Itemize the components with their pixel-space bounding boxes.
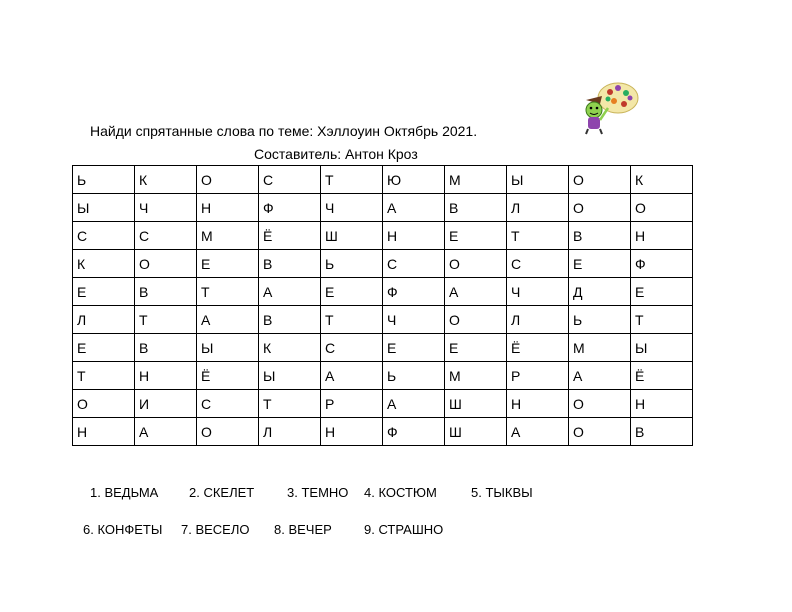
word-list-item: 7. ВЕСЕЛО bbox=[181, 522, 250, 537]
grid-cell: Н bbox=[135, 362, 197, 390]
grid-cell: В bbox=[135, 334, 197, 362]
grid-cell: А bbox=[383, 194, 445, 222]
word-list-item: 9. СТРАШНО bbox=[364, 522, 444, 537]
grid-cell: Д bbox=[569, 278, 631, 306]
worksheet-author: Составитель: Антон Кроз bbox=[254, 146, 418, 162]
grid-cell: О bbox=[73, 390, 135, 418]
grid-cell: Е bbox=[445, 334, 507, 362]
grid-cell: Ш bbox=[321, 222, 383, 250]
grid-cell: А bbox=[383, 390, 445, 418]
grid-row bbox=[73, 250, 693, 278]
grid-cell: Ы bbox=[259, 362, 321, 390]
grid-cell: Т bbox=[507, 222, 569, 250]
word-list-item: 8. ВЕЧЕР bbox=[274, 522, 332, 537]
grid-cell: О bbox=[569, 390, 631, 418]
grid-cell: Ё bbox=[631, 362, 693, 390]
grid-cell: К bbox=[631, 166, 693, 194]
grid-cell: Н bbox=[631, 390, 693, 418]
word-list-item: 3. ТЕМНО bbox=[287, 485, 349, 500]
grid-cell: Л bbox=[73, 306, 135, 334]
grid-cell: Н bbox=[631, 222, 693, 250]
grid-cell: Е bbox=[631, 278, 693, 306]
grid-row bbox=[73, 334, 693, 362]
grid-cell: Н bbox=[197, 194, 259, 222]
grid-row bbox=[73, 418, 693, 446]
grid-cell: Л bbox=[507, 194, 569, 222]
grid-cell: Ф bbox=[631, 250, 693, 278]
grid-cell: А bbox=[321, 362, 383, 390]
grid-cell: Т bbox=[631, 306, 693, 334]
grid-cell: Н bbox=[383, 222, 445, 250]
grid-cell: О bbox=[445, 306, 507, 334]
grid-cell: Р bbox=[321, 390, 383, 418]
grid-cell: В bbox=[445, 194, 507, 222]
grid-cell: В bbox=[259, 306, 321, 334]
grid-cell: А bbox=[507, 418, 569, 446]
grid-cell: М bbox=[197, 222, 259, 250]
grid-cell: Ы bbox=[73, 194, 135, 222]
grid-cell: С bbox=[383, 250, 445, 278]
grid-cell: Т bbox=[73, 362, 135, 390]
grid-cell: М bbox=[445, 362, 507, 390]
word-list-item: 1. ВЕДЬМА bbox=[90, 485, 159, 500]
grid-cell: С bbox=[197, 390, 259, 418]
grid-cell: М bbox=[569, 334, 631, 362]
grid-cell: А bbox=[445, 278, 507, 306]
grid-row bbox=[73, 222, 693, 250]
grid-cell: Е bbox=[569, 250, 631, 278]
grid-cell: Ч bbox=[383, 306, 445, 334]
grid-cell: Л bbox=[259, 418, 321, 446]
grid-cell: Ф bbox=[383, 418, 445, 446]
grid-cell: Ь bbox=[569, 306, 631, 334]
grid-cell: К bbox=[135, 166, 197, 194]
grid-cell: В bbox=[569, 222, 631, 250]
grid-cell: Ш bbox=[445, 390, 507, 418]
grid-cell: О bbox=[197, 166, 259, 194]
grid-cell: С bbox=[73, 222, 135, 250]
grid-cell: Ш bbox=[445, 418, 507, 446]
grid-cell: А bbox=[135, 418, 197, 446]
grid-cell: Н bbox=[321, 418, 383, 446]
halloween-clipart-icon bbox=[578, 78, 642, 136]
grid-row bbox=[73, 278, 693, 306]
grid-cell: Ы bbox=[631, 334, 693, 362]
grid-cell: М bbox=[445, 166, 507, 194]
grid-cell: О bbox=[569, 418, 631, 446]
grid-cell: Ф bbox=[259, 194, 321, 222]
grid-cell: О bbox=[197, 418, 259, 446]
grid-cell: Ч bbox=[135, 194, 197, 222]
grid-cell: С bbox=[321, 334, 383, 362]
grid-cell: Е bbox=[445, 222, 507, 250]
grid-cell: Т bbox=[321, 306, 383, 334]
grid-cell: К bbox=[259, 334, 321, 362]
grid-cell: О bbox=[631, 194, 693, 222]
grid-row bbox=[73, 362, 693, 390]
grid-cell: Т bbox=[197, 278, 259, 306]
grid-cell: И bbox=[135, 390, 197, 418]
grid-cell: В bbox=[259, 250, 321, 278]
grid-row bbox=[73, 390, 693, 418]
grid-cell: Н bbox=[507, 390, 569, 418]
grid-cell: Т bbox=[321, 166, 383, 194]
grid-cell: Е bbox=[383, 334, 445, 362]
grid-cell: Ф bbox=[383, 278, 445, 306]
grid-cell: Ч bbox=[507, 278, 569, 306]
grid-cell: Ё bbox=[259, 222, 321, 250]
grid-cell: Ч bbox=[321, 194, 383, 222]
grid-cell: Ы bbox=[507, 166, 569, 194]
grid-cell: Ё bbox=[197, 362, 259, 390]
grid-cell: В bbox=[135, 278, 197, 306]
grid-cell: К bbox=[73, 250, 135, 278]
grid-cell: С bbox=[259, 166, 321, 194]
grid-cell: О bbox=[445, 250, 507, 278]
grid-cell: Н bbox=[73, 418, 135, 446]
grid-cell: Е bbox=[321, 278, 383, 306]
grid-row bbox=[73, 194, 693, 222]
grid-cell: С bbox=[135, 222, 197, 250]
word-list-item: 6. КОНФЕТЫ bbox=[83, 522, 163, 537]
grid-cell: Ю bbox=[383, 166, 445, 194]
grid-cell: О bbox=[569, 194, 631, 222]
grid-cell: Ь bbox=[321, 250, 383, 278]
word-list-item: 4. КОСТЮМ bbox=[364, 485, 437, 500]
word-list-item: 5. ТЫКВЫ bbox=[471, 485, 533, 500]
grid-cell: Ё bbox=[507, 334, 569, 362]
grid-cell: А bbox=[259, 278, 321, 306]
grid-cell: Е bbox=[73, 278, 135, 306]
grid-cell: Е bbox=[73, 334, 135, 362]
grid-row bbox=[73, 306, 693, 334]
word-list-item: 2. СКЕЛЕТ bbox=[189, 485, 255, 500]
grid-cell: А bbox=[569, 362, 631, 390]
grid-cell: Ь bbox=[73, 166, 135, 194]
grid-cell: Т bbox=[135, 306, 197, 334]
grid-cell: Р bbox=[507, 362, 569, 390]
grid-cell: О bbox=[135, 250, 197, 278]
grid-cell: О bbox=[569, 166, 631, 194]
grid-cell: С bbox=[507, 250, 569, 278]
worksheet-title: Найди спрятанные слова по теме: Хэллоуин Октябрь 2021. bbox=[90, 123, 478, 139]
grid-row bbox=[73, 166, 693, 194]
grid-cell: Т bbox=[259, 390, 321, 418]
grid-cell: Ь bbox=[383, 362, 445, 390]
grid-cell: Е bbox=[197, 250, 259, 278]
word-search-grid bbox=[72, 165, 693, 446]
grid-cell: А bbox=[197, 306, 259, 334]
grid-cell: Л bbox=[507, 306, 569, 334]
grid-cell: Ы bbox=[197, 334, 259, 362]
grid-cell: В bbox=[631, 418, 693, 446]
